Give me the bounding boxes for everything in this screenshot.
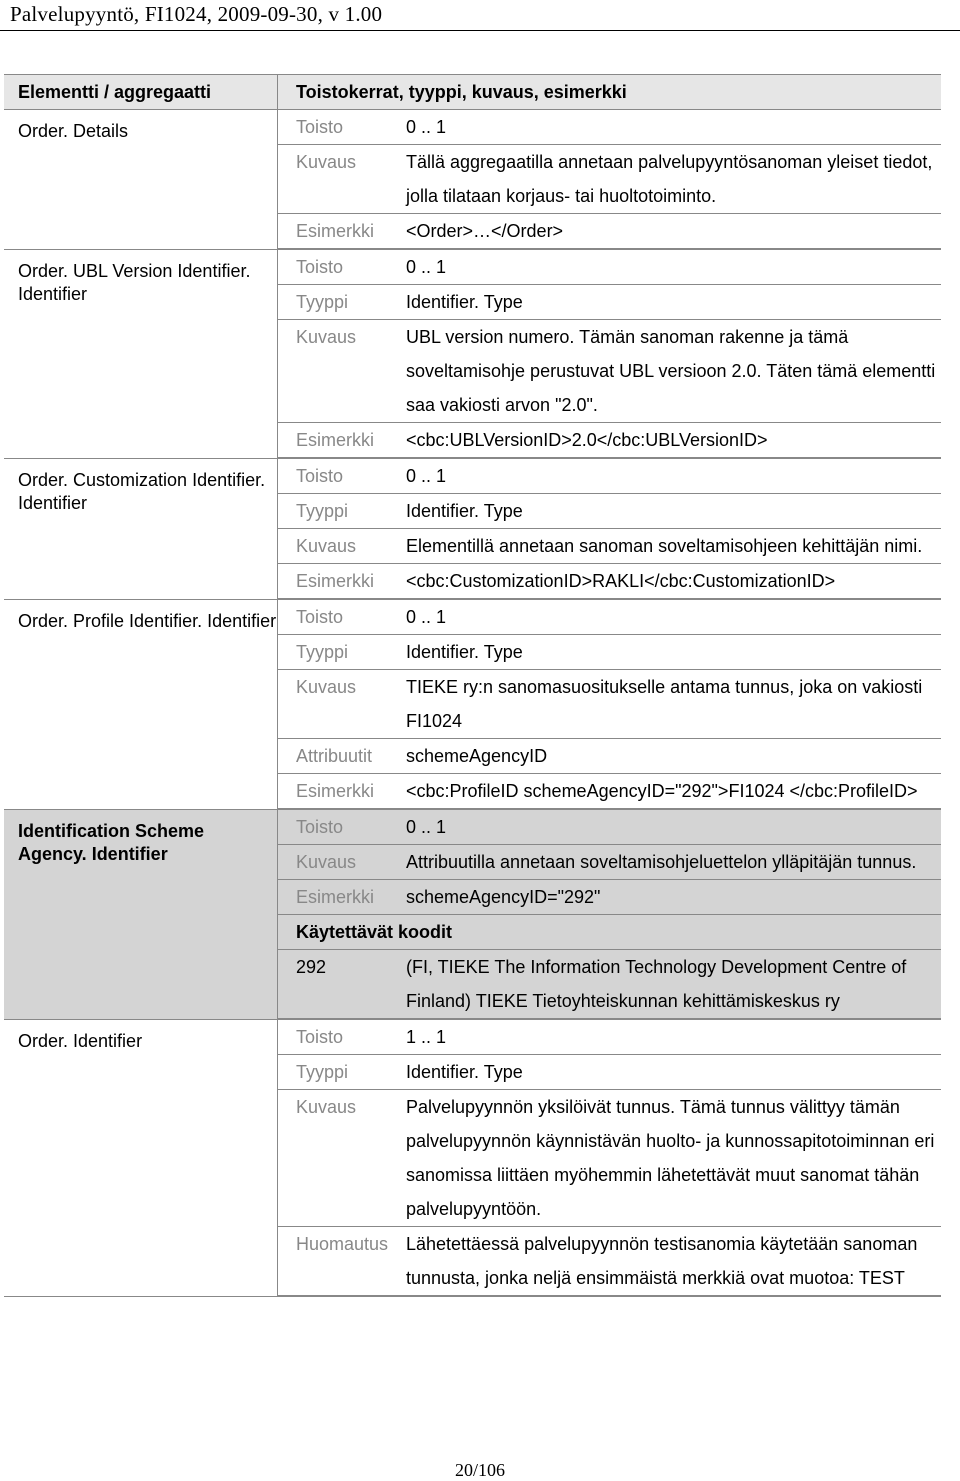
detail-value: <cbc:CustomizationID>RAKLI</cbc:CustomizationID> (406, 564, 941, 599)
detail-list (278, 250, 941, 458)
element-name: Order. UBL Version Identifier. Identifier (4, 250, 278, 459)
detail-key: Toisto (278, 810, 406, 845)
detail-key: Kuvaus (278, 145, 406, 214)
detail-key: Esimerkki (278, 564, 406, 599)
detail-key: Kuvaus (278, 1090, 406, 1227)
codes-heading: Käytettävät koodit (278, 915, 941, 950)
detail-key: Toisto (278, 250, 406, 285)
detail-list (278, 600, 941, 809)
document-title: Palvelupyyntö, FI1024, 2009-09-30, v 1.00 (10, 2, 383, 26)
detail-key: Esimerkki (278, 774, 406, 809)
detail-value: Lähetettäessä palvelupyynnön testisanomia käytetään sanoman tunnusta, jonka neljä ensimmäistä merkkiä ovat muotoa: TEST (406, 1227, 941, 1296)
column-header-element: Elementti / aggregaatti (4, 75, 278, 110)
detail-value: <Order>…</Order> (406, 214, 941, 249)
element-name: Order. Customization Identifier. Identifier (4, 459, 278, 600)
table-row (4, 810, 941, 1020)
detail-value: <cbc:ProfileID schemeAgencyID="292">FI1024 </cbc:ProfileID> (406, 774, 941, 809)
detail-key: Esimerkki (278, 214, 406, 249)
detail-key: Huomautus (278, 1227, 406, 1296)
detail-value: Tällä aggregaatilla annetaan palvelupyyntösanoman yleiset tiedot, jolla tilataan korjaus- tai huoltotoiminto. (406, 145, 941, 214)
detail-key: Kuvaus (278, 529, 406, 564)
detail-key: Esimerkki (278, 423, 406, 458)
element-name: Order. Details (4, 110, 278, 250)
element-name: Order. Profile Identifier. Identifier (4, 600, 278, 810)
detail-value: 0 .. 1 (406, 110, 941, 145)
detail-value: Identifier. Type (406, 1055, 941, 1090)
detail-key: Tyyppi (278, 494, 406, 529)
detail-key: Kuvaus (278, 320, 406, 423)
detail-key: Tyyppi (278, 635, 406, 670)
detail-value: UBL version numero. Tämän sanoman rakenne ja tämä soveltamisohje perustuvat UBL versioon 2.0. Täten tämä elementti saa vakiosti arvon "2.0". (406, 320, 941, 423)
detail-key: Attribuutit (278, 739, 406, 774)
detail-value: TIEKE ry:n sanomasuositukselle antama tunnus, joka on vakiosti FI1024 (406, 670, 941, 739)
element-name: Order. Identifier (4, 1020, 278, 1297)
code-value: 292 (278, 950, 406, 1019)
page-header (0, 0, 960, 30)
detail-list (278, 1020, 941, 1296)
detail-key: Kuvaus (278, 845, 406, 880)
detail-value: 1 .. 1 (406, 1020, 941, 1055)
detail-key: Tyyppi (278, 1055, 406, 1090)
element-name: Identification Scheme Agency. Identifier (4, 810, 278, 1020)
detail-list (278, 110, 941, 249)
detail-value: schemeAgencyID (406, 739, 941, 774)
detail-key: Toisto (278, 459, 406, 494)
code-description: (FI, TIEKE The Information Technology Development Centre of Finland) TIEKE Tietoyhteiskunnan kehittämiskeskus ry (406, 950, 941, 1019)
table-header-row (4, 75, 941, 110)
page-number: 20/106 (454, 1460, 505, 1480)
detail-value: 0 .. 1 (406, 600, 941, 635)
detail-value: Identifier. Type (406, 285, 941, 320)
detail-value: Identifier. Type (406, 635, 941, 670)
detail-value: Identifier. Type (406, 494, 941, 529)
detail-value: schemeAgencyID="292" (406, 880, 941, 915)
detail-value: Attribuutilla annetaan soveltamisohjeluettelon ylläpitäjän tunnus. (406, 845, 941, 880)
element-table (4, 74, 941, 1297)
table-row (4, 600, 941, 810)
detail-value: Elementillä annetaan sanoman soveltamisohjeen kehittäjän nimi. (406, 529, 941, 564)
detail-key: Kuvaus (278, 670, 406, 739)
detail-value: 0 .. 1 (406, 810, 941, 845)
detail-value: 0 .. 1 (406, 459, 941, 494)
detail-key: Esimerkki (278, 880, 406, 915)
detail-key: Tyyppi (278, 285, 406, 320)
table-row (4, 459, 941, 600)
detail-value: Palvelupyynnön yksilöivät tunnus. Tämä tunnus välittyy tämän palvelupyynnön käynnistävän huolto- ja kunnossapitotoiminnan eri sanomissa liittäen myöhemmin lähetettävät muut sanomat tähän palvelupyyntöön. (406, 1090, 941, 1227)
detail-key: Toisto (278, 110, 406, 145)
detail-key: Toisto (278, 1020, 406, 1055)
detail-value: 0 .. 1 (406, 250, 941, 285)
table-row (4, 250, 941, 459)
detail-list (278, 459, 941, 599)
table-row (4, 1020, 941, 1297)
detail-key: Toisto (278, 600, 406, 635)
table-row (4, 110, 941, 250)
column-header-details: Toistokerrat, tyyppi, kuvaus, esimerkki (278, 75, 942, 110)
header-rule (0, 30, 960, 31)
detail-list (278, 810, 941, 1019)
detail-value: <cbc:UBLVersionID>2.0</cbc:UBLVersionID> (406, 423, 941, 458)
